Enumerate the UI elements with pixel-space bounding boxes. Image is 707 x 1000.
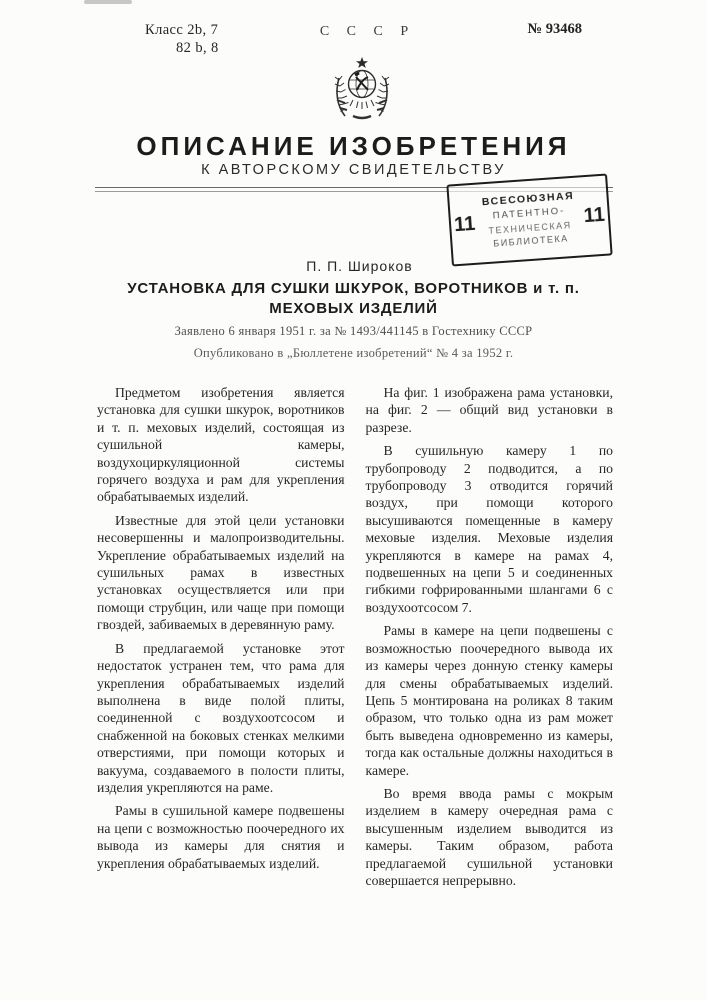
paragraph: Рамы в камере на цепи подвешены с возможностью поочередного вывода их из камеры через донную стенку камеры для смены обрабатываемых изделий. Цепь 5 монтирована на роликах 8 таким образом, что только одна из рам может быть выведена одновременно из камеры, тогда как остальные должны находиться в камере. (365, 623, 613, 778)
left-column (97, 384, 345, 895)
patent-number: № 93468 (527, 21, 582, 37)
invention-title (0, 279, 707, 320)
paragraph: В сушильную камеру 1 по трубопроводу 2 подводится, а по трубопроводу 3 отводится горячий воздух, при помощи которого высушиваются помещенные в камеру меховые изделия. Меховые изделия укрепляются в камере на рамах 4, подвешенных на цепи 5 и соединенных гибкими гофрированными шлангами 6 с воздухоотсосом 7. (365, 443, 613, 615)
paragraph: Предметом изобретения является установка для сушки шкурок, воротников и т. п. меховых изделий, состоящая из сушильной камеры, воздухоциркуляционной системы горячего воздуха и рам для укрепления обрабатываемых изделий. (97, 385, 345, 505)
stamp-number-right: 11 (582, 203, 606, 227)
library-stamp (446, 173, 612, 266)
stamp-line-2: ПАТЕНТНО- (492, 205, 566, 222)
paragraph: Рамы в сушильной камере подвешены на цепи с возможностью поочередного их вывода из камеры для снятия и укрепления обрабатываемых изделий. (97, 803, 345, 871)
paragraph: В предлагаемой установке этот недостаток устранен тем, что рама для укрепления обрабатываемых изделий выполнена в виде полой плиты, соединенной с воздухоотсосом и снабженной на боковых стенках мелкими отверстиями, при помощи которых и вакуума, создаваемого в полости плиты, изделия укрепляются на раме. (97, 640, 345, 795)
publication-info: Опубликовано в „Бюллетене изобретений“ № 4 за 1952 г. (193, 346, 514, 360)
class-line-2: 82 b, 8 (176, 40, 219, 56)
stamp-number-left: 11 (453, 212, 477, 236)
paragraph: Во время ввода рамы с мокрым изделием в камеру очередная рама с высушенным изделием выводится из камеры. Таким образом, работа предлагаемой сушильной установки совершается непрерывно. (365, 785, 613, 888)
paragraph: Известные для этой цели установки несовершенны и малопроизводительны. Укрепление обрабатываемых изделий на сушильных рамах в известных установках осуществляется или при помощи струбцин, или чаще при помощи гвоздей, забиваемых в деревянную раму. (97, 512, 345, 633)
stamp-text (473, 187, 586, 253)
document-subtitle: К АВТОРСКОМУ СВИДЕТЕЛЬСТВУ (201, 162, 506, 178)
filing-info: Заявлено 6 января 1951 г. за № 1493/441145 в Гостехнику СССР (174, 324, 533, 338)
stamp-line-4: БИБЛИОТЕКА (493, 233, 569, 250)
stamp-line-3: ТЕХНИЧЕСКАЯ (488, 219, 572, 236)
document-title: ОПИСАНИЕ ИЗОБРЕТЕНИЯ (136, 131, 571, 161)
invention-title-line-1: УСТАНОВКА ДЛЯ СУШКИ ШКУРОК, ВОРОТНИКОВ и т. п. (127, 280, 580, 297)
author-name: П. П. Широков (306, 258, 413, 274)
stamp-line-1: ВСЕСОЮЗНАЯ (481, 189, 575, 208)
scan-artifact (84, 0, 132, 4)
soviet-emblem-icon (331, 56, 393, 122)
invention-title-line-2: МЕХОВЫХ ИЗДЕЛИЙ (269, 300, 438, 318)
class-line-1: Класс 2b, 7 (145, 22, 219, 38)
country-label: С С С Р (319, 24, 416, 39)
paragraph: На фиг. 1 изображена рама установки, на фиг. 2 — общий вид установки в разрезе. (365, 385, 613, 435)
right-column (366, 384, 614, 895)
body-text (97, 384, 613, 895)
